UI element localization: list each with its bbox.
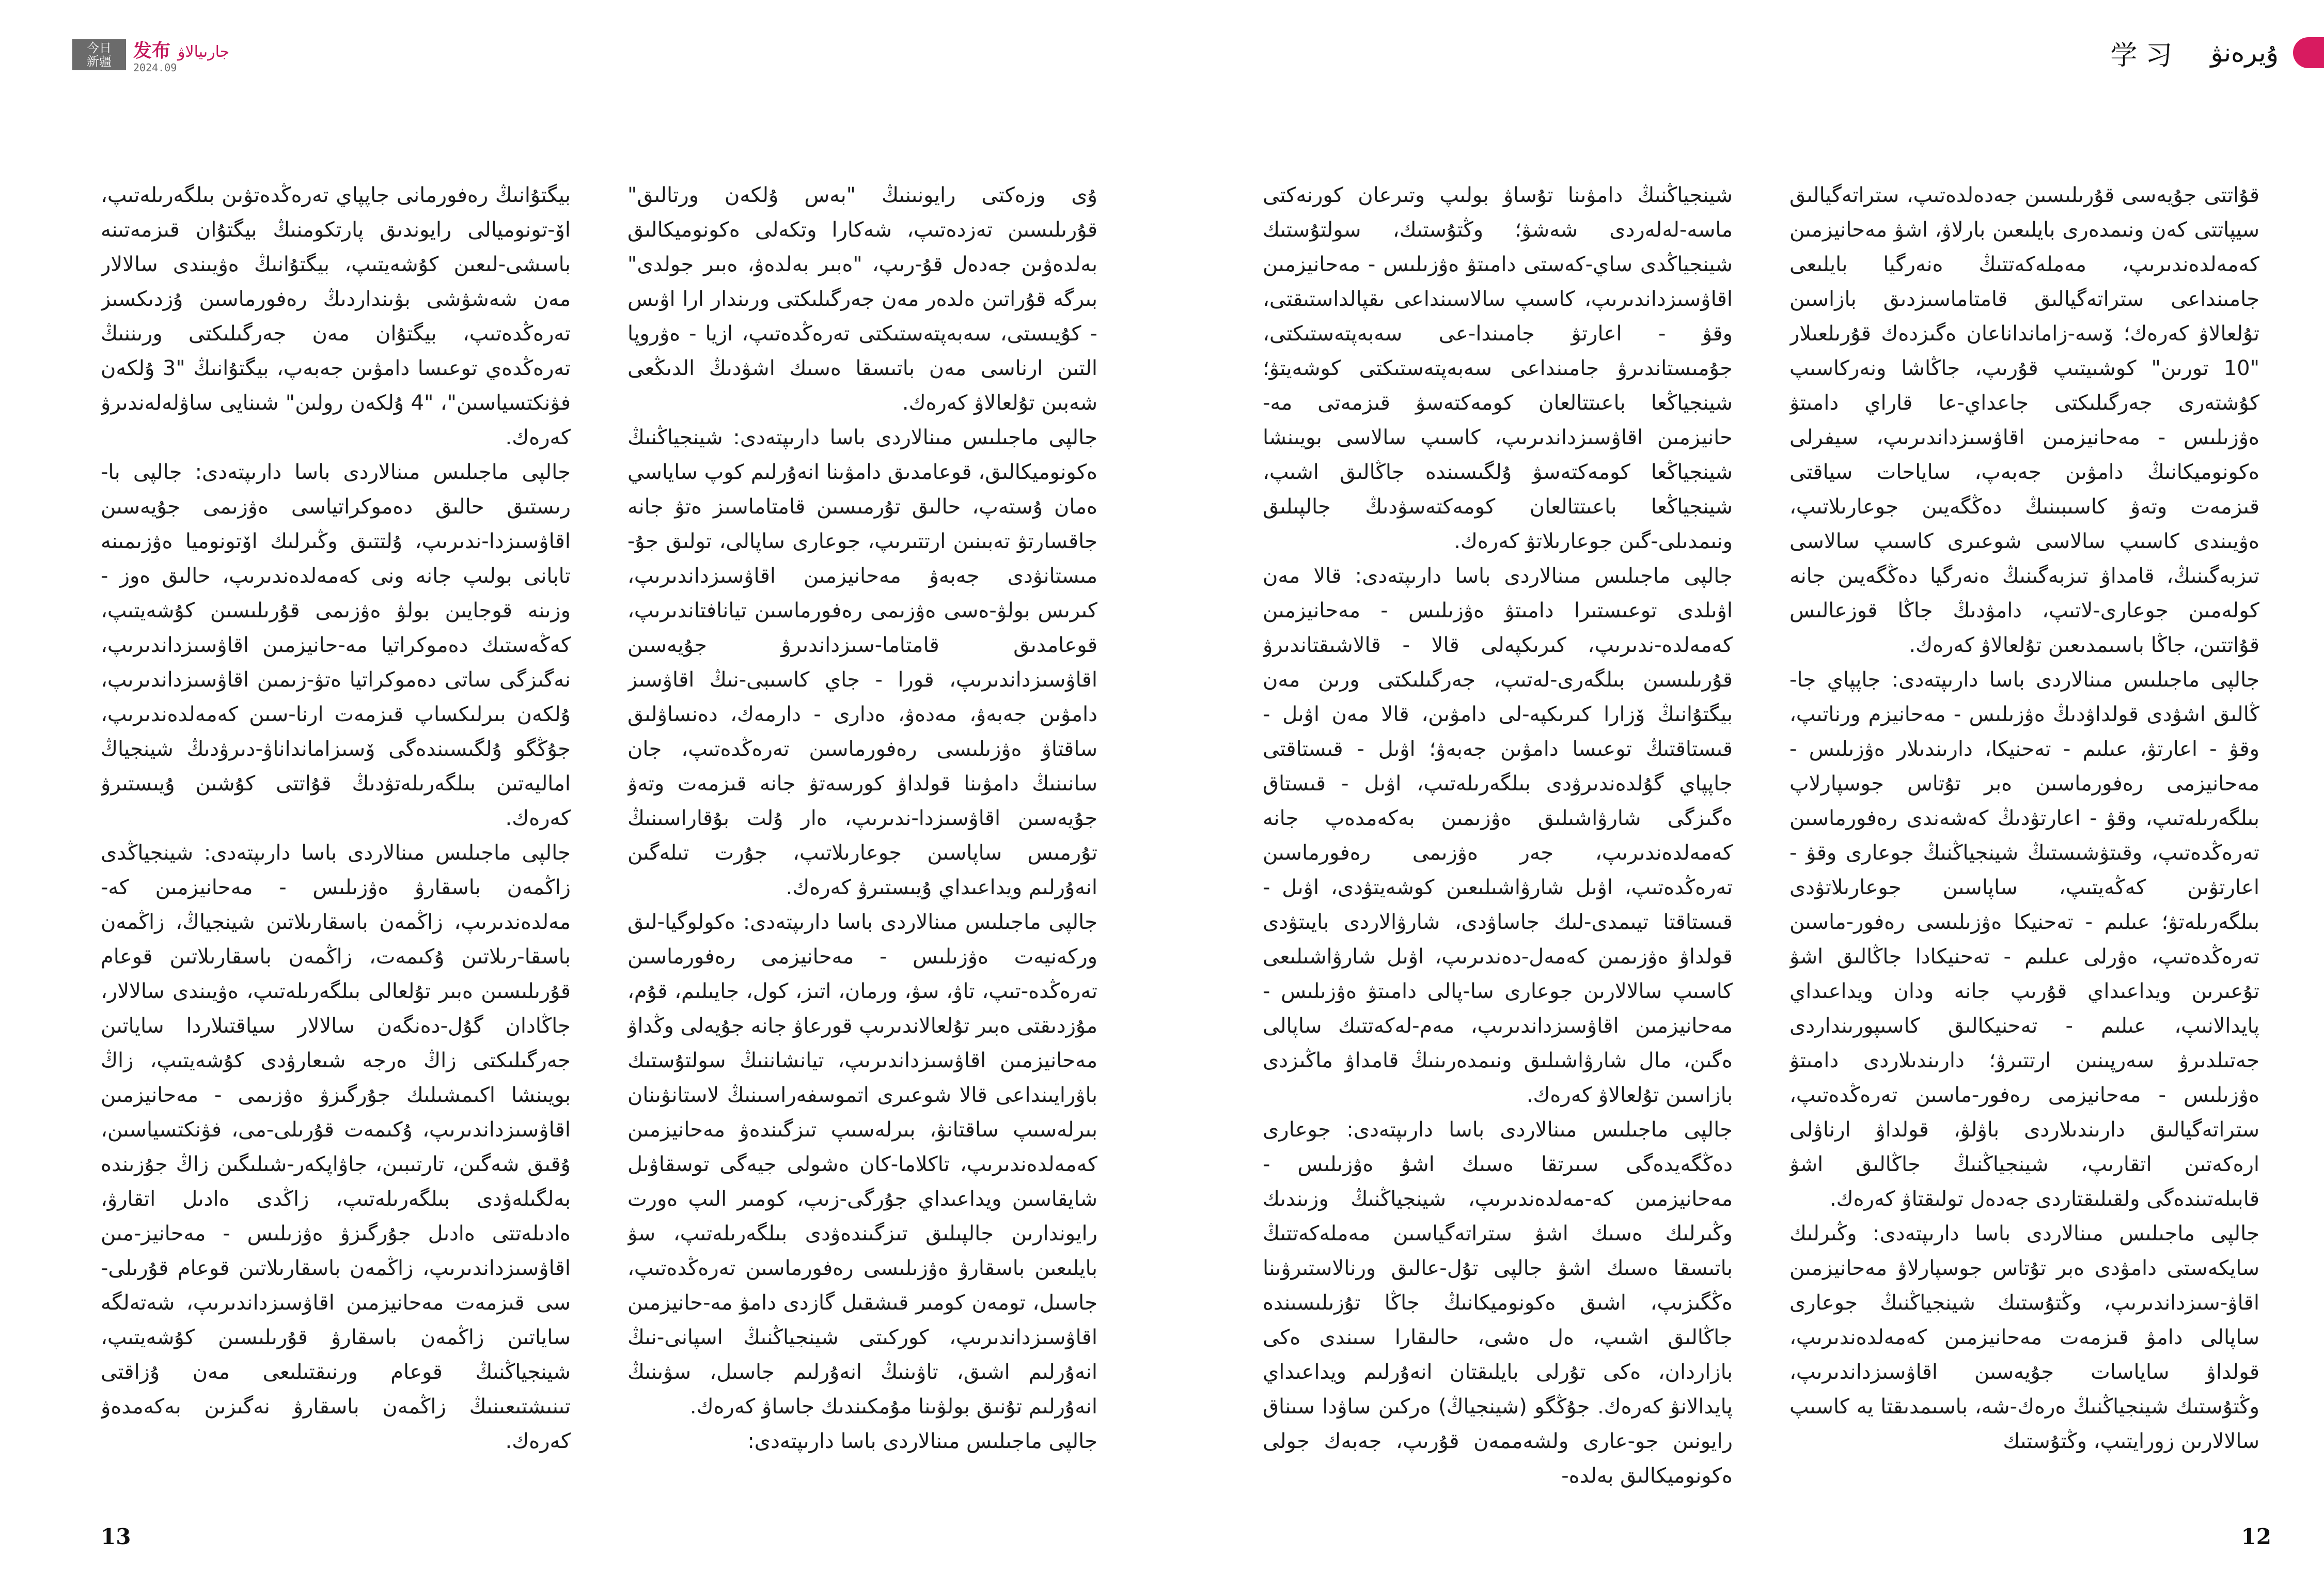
right-page-column-1 [1789, 178, 2259, 1506]
paragraph: جالپى ماجىلىس مىنالاردى باسا دارىپتەدى: وڭىرلىك سايكەستى دامۋدى ەبر تۇتاس جوسپارلاۋ مەحانيزمىن اقاۋ-سىزداندىرىپ، وڭتۇستىك شينجياڭنىڭ جوعارى ساپالى دامۋ قىزمەت مەحانيزمىن كەمەلدەندىرىپ، قولداۋ ساياسات جۇيەسىن اقاۋسىزداندىرىپ، وڭتۇستىك شينجياڭنىڭ ەرەك-شە، باسىمدىقتا يە كاسىپ سالالارىن زورايتىپ، وڭتۇستىك [1789, 1222, 2259, 1453]
logo-line2: 新疆 [87, 54, 112, 69]
page-number-right: 12 [2241, 1524, 2271, 1549]
paragraph: جالپى ماجىلىس مىنالاردى باسا دارىپتەدى: ەكولوگيا-لىق وركەنيەت ەۋزىلىس - مەحانيزمى رەفورماسىن تەرەڭدە-تىپ، تاۋ، سۋ، ورمان، اتىز، كول، جايىلىم، قۇم، مۇزدىقتى ەبىر تۇلعالاندىرىپ قورعاۋ جانە جۇيەلى وڭداۋ مەحانيزمىن اقاۋسىزداندىرىپ، تيانشاننىڭ سولتۇستىك باۋرايىنداعى قالا شوعىرى اتموسفەراسىنىڭ لاستانۋىنان بىرلەسىپ ساقتانۋ، بىرلەسىپ تىزگىندەۋ مەحانيزمىن كەمەلدەندىرىپ، تاكلاما-كان ەشولى جيەگى توسقاۋىل شايقاسىن ويداعىداي جۇرگى-زىپ، كومىر الىپ ەورت رايوندارىن جالپىلىق تىزگىندەۋدى بىلگەرىلەتىپ، سۋ بايلىعىن باسقارۋ ەۋزىلىسى رەفورماسىن تەرەڭدەتىپ، جاسىل، تومەن كومىر قىشقىل گازدى دامۋ مە-حانيزمىن اقاۋسىزداندىرىپ، كوركىتى شينجياڭنىڭ اسپانى-نىڭ انەۇرلىم اشىق، تاۋىنىڭ انەۇرلىم جاسىل، سۋىنىڭ انەۇرلىم تۇنىق بولۋىنا مۇمكىندىك جاساۋ كەرەك. [627, 910, 1097, 1419]
paragraph: ۇى وزەكتى رايونىنىڭ "بەس ۇلكەن ورتالىق" قۇرىلىسىن تەزدەتىپ، شەكارا وتكەلى ەكونوميكالىق بەلدەۋىن جەدەل قۇ-رىپ، "ەبىر بەلدەۋ، ەبىر جولدى" بىرگە قۇراتىن ەلدەر مەن جەرگىلىكتى ورىندار ارا اۋىس - كۇيىستى، سەبەپتەستىكتى تەرەڭدەتىپ، ازيا - ەۋروپا التىن ارناسى مەن باتىسقا ەسىك اشۋدىڭ الدىڭعى شەبىن تۇلعالاۋ كەرەك. [627, 183, 1097, 415]
paragraph: قۇاتتى جۇيەسى قۇرىلىسىن جەدەلدەتىپ، ستراتەگيالىق سيپاتتى كەن ونىمدەرى بايلىعىن بارلاۋ، اشۋ مەحانيزمىن كەمەلدەندىرىپ، مەملەكەتتىڭ ەنەرگيا بايلىعى جامىنداعى ستراتەگيالىق قامتاماسىزدىق بازاسىن تۇلعالاۋ كەرەك؛ ۆسە-زامانداناعان ەگىزدەك قۇرىلعىلار "10 تورىن" كوشىيتىپ قۇرىپ، جاڭاشا ونەركاسىپ كۇشتەرى جەرگىلىكتى جاعداي-عا قاراي دامىتۋ ەۋزىلىس - مەحانيزمىن اقاۋسىزداندىرىپ، سيفرلى ەكونوميكانىڭ دامۋىن جەبەپ، ساياحات سياقتى قىزمەت وتەۋ كاسىبىنىڭ دەڭگەيىن جوعارىلاتىپ، ەۋيىندى كاسىپ سالاسى شوعىرى كاسىپ سالاسى تىزبەگىنىڭ، قامداۋ تىزبەگىنىڭ ەنەرگيا دەڭگەيىن جانە كولەمىن جوعارى-لاتىپ، دامۋدىڭ جاڭا قوزعالىس قۇاتتىن، جاڭا باسىمدىعىن تۇلعالاۋ كەرەك. [1789, 183, 2259, 657]
paragraph: جالپى ماجىلىس مىنالاردى باسا دارىپتەدى: شينجياڭنىڭ ەكونوميكالىق، قوعامدىق دامۋىنا انەۇرلىم كوپ ساياسي ەمان ۇستەپ، حالىق تۇرمىسىن قامتاماسىز ەتۋ جانە جاقسارتۋ تەبىنىن ارتتىرىپ، جوعارى ساپالى، تولىق جۇ-مىستانۋدى جەبەۋ مەحانيزمىن اقاۋسىزداندىرىپ، كىرىس بولۋ-ەسى ەۋزىمى رەفورماسىن تيانافتاندىرىپ، قوعامدىق قامتاما-سىزداندىرۋ جۇيەسىن اقاۋسىزداندىرىپ، قورا - جاي كاسىبى-نىڭ اقاۋسىز دامۋىن جەبەۋ، مەدەۋ، ەدارى - دارمەك، دەنساۋلىق ساقتاۋ ەۋزىلىسى رەفورماسىن تەرەڭدەتىپ، جان سانىنىڭ دامۋىنا قولداۋ كورسەتۋ جانە قىزمەت وتەۋ جۇيەسىن اقاۋسىزدا-ندىرىپ، ەار ۇلت بۇقاراسىنىڭ تۇرمىس ساپاسىن جوعارىلاتىپ، جۇرت تىلەگىن انەۇرلىم ويداعىداي ۇيىستىرۋ كەرەك. [627, 426, 1097, 899]
paragraph: شينجياڭنىڭ دامۋىنا تۇساۋ بولىپ وتىرعان كورنەكتى ماسە-لەلەردى شەشۋ؛ وڭتۇستىك، سولتۇستىك شينجياڭدى ساي-كەستى دامىتۋ ەۋزىلىس - مەحانيزمىن اقاۋسىزداندىرىپ، كاسىپ سالاسىنداعى ىقپالداستىقتى، وقۋ - اعارتۋ جامىندا-عى سەبەپتەستىكتى، جۇمىستاندىرۋ جامىنداعى سەبەپتەستىكتى كوشەيتۋ؛ شينجياڭعا باعىتتالعان كومەكتەسۋ قىزمەتى مە-حانيزمىن اقاۋسىزداندىرىپ، كاسىپ سالاسى بويىنشا شينجياڭعا كومەكتەسۋ ۇلگىسىندە جاڭالىق اشىپ، شينجياڭعا باعىتتالعان كومەكتەسۋدىڭ جالپىلىق ونىمدىلى-گىن جوعارىلاتۋ كەرەك. [1263, 183, 1733, 553]
paragraph: جالپى ماجىلىس مىنالاردى باسا دارىپتەدى: جوعارى دەڭگەيدەگى سىرتقا ەسىك اشۋ ەۋزىلىس - مەحانيزمىن كە-مەلدەندىرىپ، شينجياڭنىڭ وزىندىك وڭىرلىك ەسىك اشۋ ستراتەگياسىن مەملەكەتتىڭ باتىسقا ەسىك اشۋ جالپى تۇل-عالىق ورنالاستىرۋىنا ەڭگىزىپ، اشىق ەكونوميكانىڭ جاڭا تۇزىلىسىندە جاڭالىق اشىپ، ەل ەشى، حالىقارا سىندى ەكى بازاردان، ەكى تۇرلى بايلىقتان انەۇرلىم ويداعىداي پايدالانۋ كەرەك. جۇڭگو (شينجياڭ) ەركىن ساۋدا سىناق رايونىن جو-عارى ولشەممەن قۇرىپ، جەبەك جولى ەكونوميكالىق بەلدە- [1263, 1118, 1733, 1488]
issue-date: 2024.09 [133, 61, 177, 74]
magazine-title [133, 36, 229, 74]
page-number-left: 13 [101, 1524, 131, 1549]
section-tab-marker [2293, 37, 2324, 68]
section-header [2110, 32, 2324, 73]
paragraph: بيگتۇانىڭ رەفورمانى جاپپاي تەرەڭدەتۋىن بىلگەرىلەتىپ، اۆ-تونوميالى رايوندىق پارتكومنىڭ بيگتۇان قىزمەتىنە باسشى-لىعىن كۇشەيتىپ، بيگتۇانىڭ ەۋيىندى سالالار مەن شەشۋشى بۋىنداردىڭ رەفورماسىن ۇزدىكسىز تەرەڭدەتىپ، بيگتۇان مەن جەرگىلىكتى ورىننىڭ تەرەڭدەي توعىسا دامۋىن جەبەپ، بيگتۇانىڭ "3 ۇلكەن فۋنكتسياسىن"، "4 ۇلكەن رولىن" شىنايى ساۋلەلەندىرۋ كەرەك. [101, 183, 571, 449]
left-page-column-2 [101, 178, 571, 1506]
paragraph: جالپى ماجىلىس مىنالاردى باسا دارىپتەدى: [747, 1429, 1097, 1453]
right-page-column-2 [1263, 178, 1733, 1506]
magazine-title-cn: 发布 [133, 40, 171, 61]
paragraph: جالپى ماجىلىس مىنالاردى باسا دارىپتەدى: شينجياڭدى زاڭمەن باسقارۋ ەۋزىلىس - مەحانيزمىن كە-مەلدەندىرىپ، زاڭمەن باسقارىلاتىن شينجياڭ، زاڭمەن باسقا-رىلاتىن ۇكىمەت، زاڭمەن باسقارىلاتىن قوعام قۇرىلىسىن ەبىر تۇلعالى بىلگەرىلەتىپ، ەۋيىندى سالالار، جاڭادان گۇل-دەنگەن سالالار سياقتىلاردا ساياتىن جەرگىلىكتى زاڭ ەرجە شىعارۋدى كۇشەيتىپ، زاڭ بويىنشا اكىمشىلىك جۇرگىزۋ ەۋزىمى - مەحانيزمىن اقاۋسىزداندىرىپ، ۇكىمەت قۇرىلى-مى، فۋنكتسياسىن، ۇقىق شەگىن، تارتىبىن، جاۋاپكەر-شىلىگىن زاڭ جۇزىندە بەلگىلەۋدى بىلگەرىلەتىپ، زاڭدى ەادىل اتقارۋ، ەادىلەتتى ەادىل جۇرگىزۋ ەۋزىلىس - مەحانيز-مىن اقاۋسىزداندىرىپ، زاڭمەن باسقارىلاتىن قوعام قۇرىلى-سى قىزمەت مەحانيزمىن اقاۋسىزداندىرىپ، شەتەلگە ساياتىن زاڭمەن باسقارۋ قۇرىلىسىن كۇشەيتىپ، شينجياڭنىڭ قوعام ورنىقتىلىعى مەن ۇزاقتى تىنىشتىعىنىڭ زاڭمەن باسقارۋ نەگىزىن بەكەمدەۋ كەرەك. [101, 841, 571, 1453]
section-title-cn: 学习 [2110, 40, 2181, 71]
magazine-title-ug: جارىيالاۋ [178, 42, 230, 61]
paragraph: جالپى ماجىلىس مىنالاردى باسا دارىپتەدى: قالا مەن اۋىلدى توعىستىرا دامىتۋ ەۋزىلىس - مەحانيزمىن كەمەلدە-ندىرىپ، كىرىكپەلى قالا - قالاشىقتاندىرۋ قۇرىلىسىن بىلگەرى-لەتىپ، جەرگىلىكتى ورىن مەن بيگتۇانىڭ ۆزارا كىرىكپە-لى دامۋىن، قالا مەن اۋىل - قىستاقتىڭ توعىسا دامۋىن جەبەۋ؛ اۋىل - قىستاقتى جاپپاي گۇلدەندىرۋدى بىلگەرىلەتىپ، اۋىل - قىستاق ەگىزگى شارۋاشىلىق ەۋزىمىن بەكەمدەپ جانە كەمەلدەندىرىپ، جەر ەۋزىمى رەفورماسىن تەرەڭدەتىپ، اۋىل شارۋاشىلىعىن كوشەيتۋدى، اۋىل - قىستاقتا تيىمدى-لىك جاساۋدى، شارۋالاردى بايىتۋدى قولداۋ ەۋزىمىن كەمەل-دەندىرىپ، اۋىل شارۋاشىلىعى كاسىپ سالالارىن جوعارى سا-پالى دامىتۋ ەۋزىلىس - مەحانيزمىن اقاۋسىزداندىرىپ، مەم-لەكەتتىك ساپالى ەگىن، مال شارۋاشىلىق ونىمدەرىنىڭ قامداۋ ماڭىزدى بازاسىن تۇلعالاۋ كەرەك. [1263, 564, 1733, 1107]
paragraph: جالپى ماجىلىس مىنالاردى باسا دارىپتەدى: جاپپاي جا-ڭالىق اشۋدى قولداۋدىڭ ەۋزىلىس - مەحانيزم ورناتىپ، وقۋ - اعارتۋ، عىلىم - تەحنيكا، دارىندىلار ەۋزىلىس - مەحانيزمى رەفورماسىن ەبر تۇتاس جوسپارلاپ بىلگەرىلەتىپ، وقۋ - اعارتۋدىڭ كەشەندى رەفورماسىن تەرەڭدەتىپ، وقىتۋشىستىڭ شينجياڭنىڭ جوعارى وقۋ - اعارتۋىن كەڭەيتىپ، ساپاسىن جوعارىلاتۋدى بىلگەرىلەتۋ؛ عىلىم - تەحنيكا ەۋزىلىسى رەفور-ماسىن تەرەڭدەتىپ، ەۋرلى عىلىم - تەحنيكادا جاڭالىق اشۋ تۇعىرىن ويداعىداي قۇرىپ جانە ودان ويداعىداي پايدالانىپ، عىلىم - تەحنيكالىق كاسىپورىنداردى جەتىلدىرۋ سەرپىنىن ارتتىرۋ؛ دارىندىلاردى دامىتۋ ەۋزىلىس - مەحانيزمى رەفور-ماسىن تەرەڭدەتىپ، ستراتەگيالىق دارىندىلاردى باۋلۋ، قولداۋ ارناۋلى ارەكەتىن اتقارىپ، شينجياڭنىڭ جاڭالىق اشۋ قابىلەتىندەگى ولقىلىقتاردى جەدەل تولىقتاۋ كەرەك. [1789, 668, 2259, 1211]
logo-line1: 今日 [87, 41, 112, 55]
magazine-header [72, 38, 230, 74]
section-title-ug: ۇيرەنۋ [2210, 38, 2279, 68]
left-page-column-1 [627, 178, 1097, 1506]
right-page [1162, 0, 2324, 1588]
magazine-logo [72, 39, 126, 70]
paragraph: جالپى ماجىلىس مىنالاردى باسا دارىپتەدى: جالپى با-رىستىق حالىق دەموكراتياسى ەۋزىمى جۇيەسىن اقاۋسىزدا-ندىرىپ، ۇلتتىق وڭىرلىك اۆتونوميا ەۋزىمىنە تابانى بولىپ جانە ونى كەمەلدەندىرىپ، حالىق ەوز - وزىنە قوجايىن بولۋ ەۋزىمى قۇرىلىسىن كۇشەيتىپ، كەڭەستىك دەموكراتيا مە-حانيزمىن اقاۋسىزداندىرىپ، نەگىزگى ساتى دەموكراتيا ەتۋ-زىمىن اقاۋسىزداندىرىپ، ۇلكەن بىرلىكساپ قىزمەت ارنا-سىن كەمەلدەندىرىپ، جۇڭگو ۇلگىسىندەگى ۆسىزامانداناۋ-دىرۋدىڭ شينجياڭ اماليەتىن بىلگەرىلەتۋدىڭ قۇاتتى كۇشىن ۇيىستىرۋ كەرەك. [101, 460, 571, 830]
